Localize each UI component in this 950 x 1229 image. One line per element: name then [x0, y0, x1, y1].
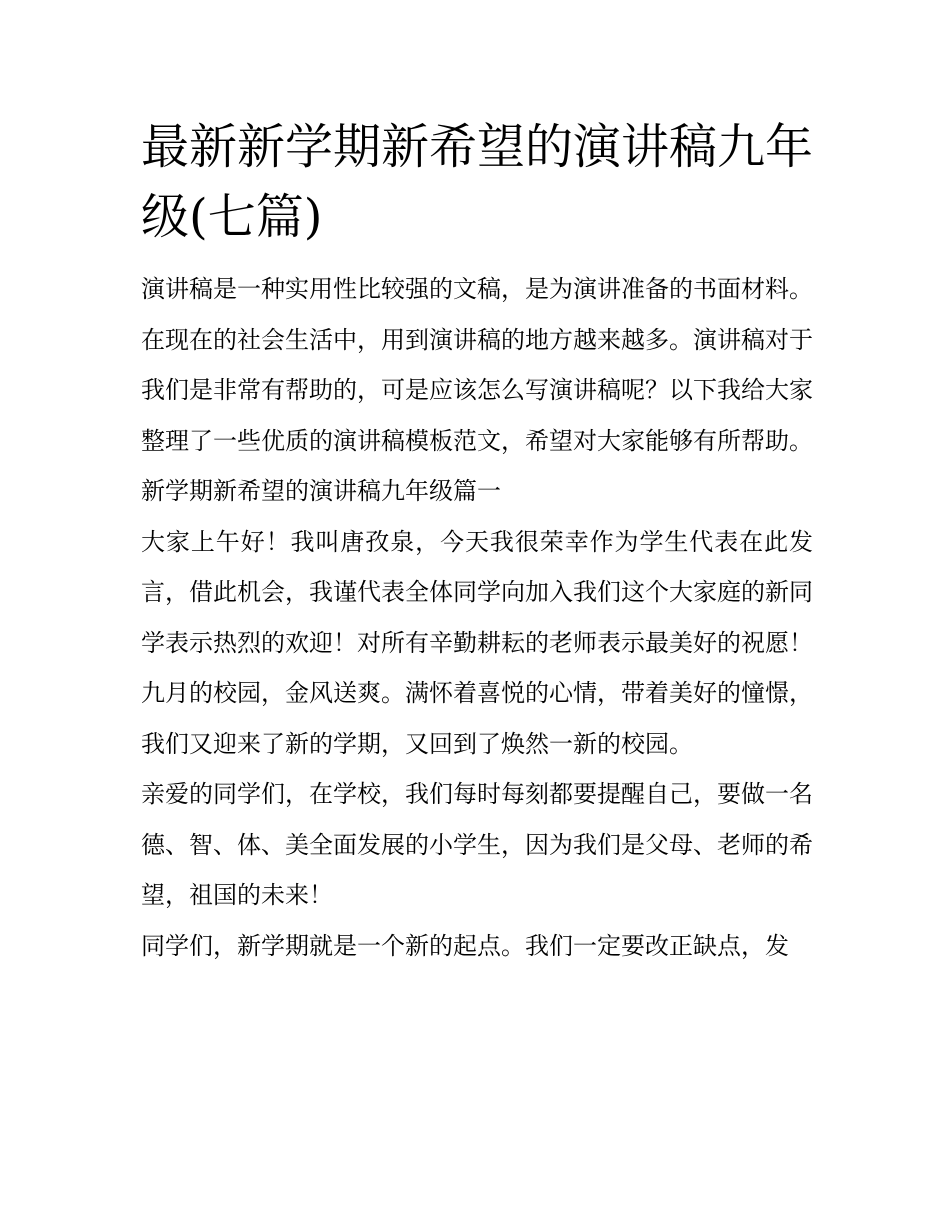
- body-paragraph: 同学们，新学期就是一个新的起点。我们一定要改正缺点，发: [141, 931, 789, 960]
- body-paragraph: 九月的校园，金风送爽。满怀着喜悦的心情，带着美好的憧憬，我们又迎来了新的学期，又回到了焕然一新的校园。: [141, 679, 813, 758]
- body-paragraph: 亲爱的同学们，在学校，我们每时每刻都要提醒自己，要做一名德、智、体、美全面发展的小学生，因为我们是父母、老师的希望，祖国的未来！: [141, 780, 813, 909]
- intro-paragraph: 演讲稿是一种实用性比较强的文稿，是为演讲准备的书面材料。在现在的社会生活中，用到演讲稿的地方越来越多。演讲稿对于我们是非常有帮助的，可是应该怎么写演讲稿呢？以下我给大家整理了一些优质的演讲稿模板范文，希望对大家能够有所帮助。: [141, 275, 813, 455]
- section-heading: 新学期新希望的演讲稿九年级篇一: [141, 477, 501, 505]
- document-body: [141, 112, 813, 971]
- body-paragraph: 大家上午好！我叫唐孜泉，今天我很荣幸作为学生代表在此发言，借此机会，我谨代表全体同学向加入我们这个大家庭的新同学表示热烈的欢迎！对所有辛勤耕耘的老师表示最美好的祝愿！: [141, 527, 813, 657]
- document-title: 最新新学期新希望的演讲稿九年级(七篇): [141, 119, 814, 245]
